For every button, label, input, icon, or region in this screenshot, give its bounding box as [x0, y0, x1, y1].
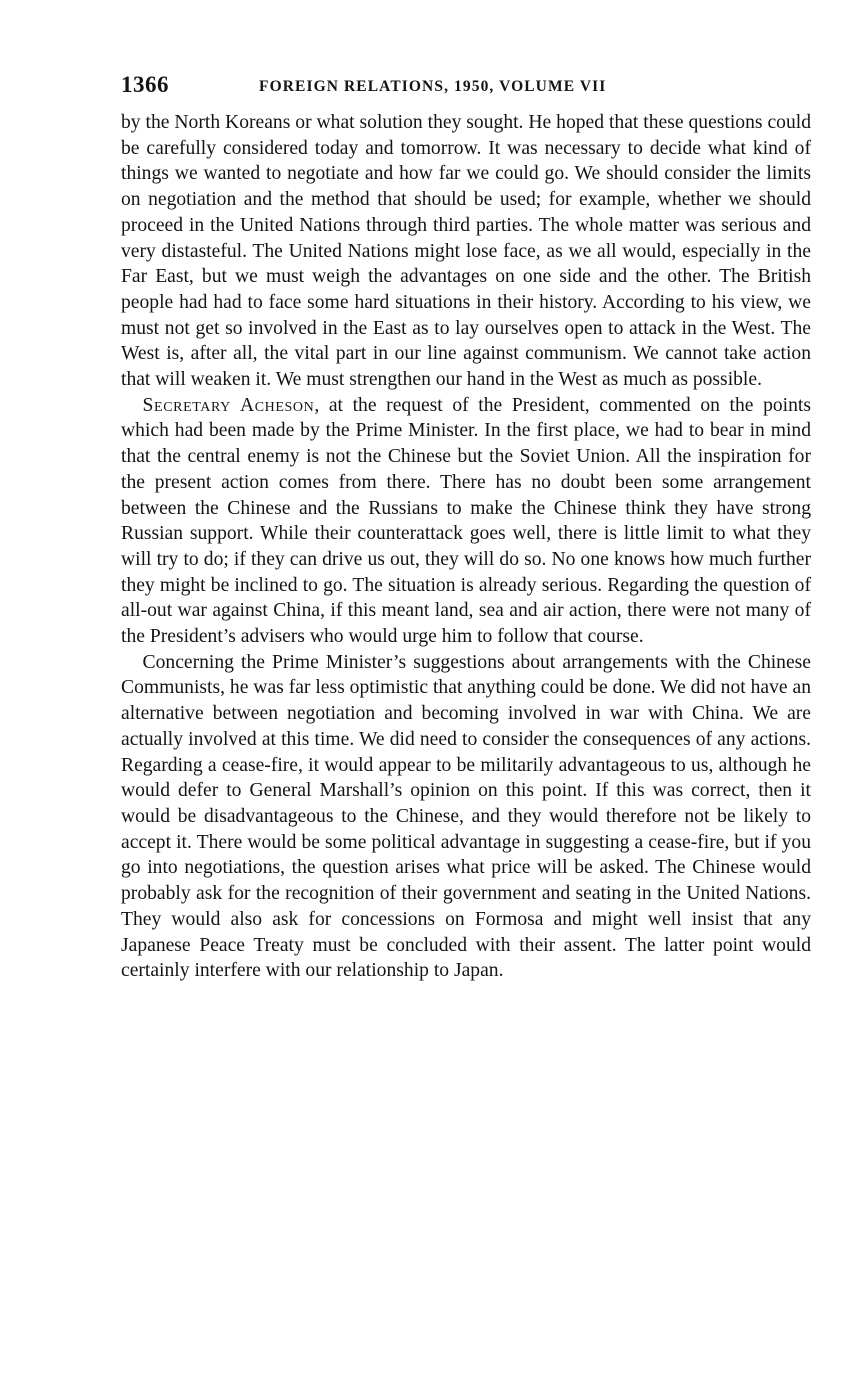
- page-header: [121, 70, 811, 110]
- paragraph-2-text: , at the request of the President, commented on the points which had been made by the Prime Minister. In the first place, we had to bear in mind that the central enemy is not the Chinese but the Soviet Union. All the inspiration for the present action comes from there. There has no doubt been some arrangement between the Chinese and the Russians to make the Chinese think they have strong Russian support. While their counterattack goes well, there is little limit to what they will try to do; if they can drive us out, they will do so. No one knows how much further they might be inclined to go. The situation is already serious. Regarding the question of all-out war against China, if this meant land, sea and air action, there were not many of the President’s advisers who would urge him to follow that course.: [121, 394, 811, 648]
- paragraph-1-text: by the North Koreans or what solution they sought. He hoped that these questions could be carefully considered today and tomorrow. It was necessary to decide what kind of things we wanted to negotiate and how far we could go. We should consider the limits on negotiation and the method that should be used; for example, whether we should proceed in the United Nations through third parties. The whole matter was serious and very distasteful. The United Nations might lose face, as we all would, especially in the Far East, but we must weigh the advantages on one side and the other. The British people had had to face some hard situations in their history. According to his view, we must not get so involved in the East as to lay ourselves open to attack in the West. The West is, after all, the vital part in our line against communism. We cannot take action that will weaken it. We must strengthen our hand in the West as much as possible.: [121, 112, 811, 391]
- document-page: [121, 70, 811, 984]
- page-number: 1366: [121, 72, 169, 97]
- paragraph-1: [121, 110, 811, 393]
- speaker-name: Secretary Acheson: [142, 394, 315, 416]
- body-text: [121, 110, 811, 984]
- paragraph-3-text: Concerning the Prime Minister’s suggestions about arrangements with the Chinese Communists, he was far less optimistic that anything could be done. We did not have an alternative between negotiation and becoming involved in war with China. We are actually involved at this time. We did need to consider the consequences of any actions. Regarding a cease-fire, it would appear to be militarily advantageous to us, although he would defer to General Marshall’s opinion on this point. If this was correct, then it would be disadvantageous to the Chinese, and they would therefore not be likely to accept it. There would be some political advantage in suggesting a cease-fire, but if you go into negotiations, the question arises what price will be asked. The Chinese would probably ask for the recognition of their government and seating in the United Nations. They would also ask for concessions on Formosa and might well insist that any Japanese Peace Treaty must be concluded with their assent. The latter point would certainly interfere with our relationship to Japan.: [121, 651, 811, 982]
- running-head: FOREIGN RELATIONS, 1950, VOLUME VII: [259, 78, 607, 95]
- paragraph-3: [121, 650, 811, 984]
- paragraph-2: [121, 393, 811, 650]
